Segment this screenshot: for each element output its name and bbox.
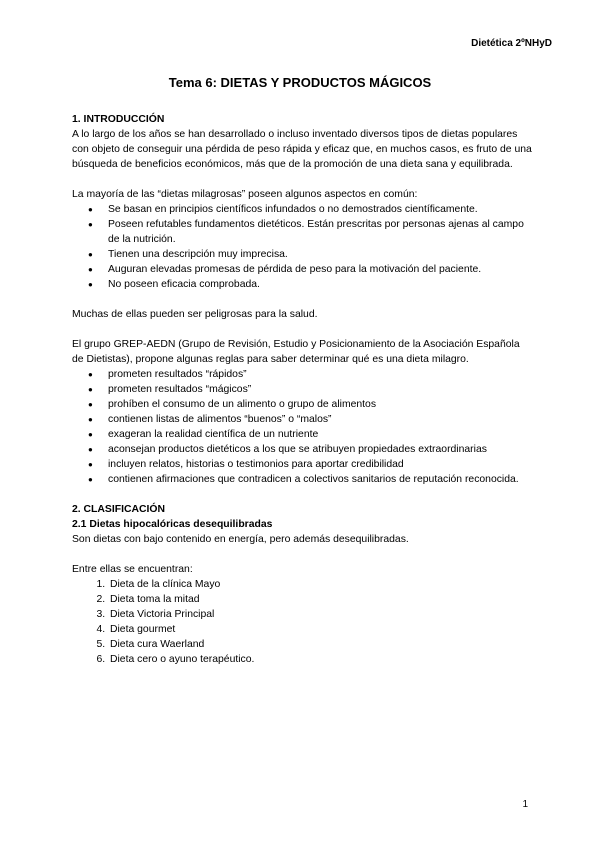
common-aspects-intro: La mayoría de las “dietas milagrosas” poseen algunos aspectos en común:	[72, 189, 418, 200]
list-item: 2. Dieta toma la mitad	[108, 592, 532, 607]
list-item: ● exageran la realidad científica de un nutriente	[108, 427, 532, 442]
list-item: 5. Dieta cura Waerland	[108, 637, 532, 652]
list-item: ● Tienen una descripción muy imprecisa.	[108, 247, 532, 262]
diets-intro: Entre ellas se encuentran:	[72, 564, 193, 575]
diets-list	[72, 577, 532, 667]
list-item: ● Se basan en principios científicos infundados o no demostrados científicamente.	[108, 202, 532, 217]
list-item: ● prohíben el consumo de un alimento o grupo de alimentos	[108, 397, 532, 412]
classification-subheading: 2.1 Dietas hipocalóricas desequilibradas	[72, 519, 273, 530]
page-title: Tema 6: DIETAS Y PRODUCTOS MÁGICOS	[168, 75, 432, 90]
list-item: ● No poseen eficacia comprobada.	[108, 277, 532, 292]
common-aspects-list	[72, 202, 532, 292]
danger-paragraph: Muchas de ellas pueden ser peligrosas para la salud.	[72, 309, 318, 320]
classification-heading: 2. CLASIFICACIÓN	[72, 504, 165, 515]
grep-aedn-paragraph: El grupo GREP-AEDN (Grupo de Revisión, Estudio y Posicionamiento de la Asociación Española de Dietistas), propone algunas reglas para saber determinar qué es una dieta milagro.	[72, 339, 520, 365]
page-number: 1	[522, 799, 528, 810]
list-item: 6. Dieta cero o ayuno terapéutico.	[108, 652, 532, 667]
list-item: ● prometen resultados “mágicos”	[108, 382, 532, 397]
classification-paragraph: Son dietas con bajo contenido en energía, pero además desequilibradas.	[72, 534, 409, 545]
list-item: 3. Dieta Victoria Principal	[108, 607, 532, 622]
list-item: ● incluyen relatos, historias o testimonios para aportar credibilidad	[108, 457, 532, 472]
course-header: Dietética 2ºNHyD	[471, 38, 552, 49]
list-item: ● contienen afirmaciones que contradicen a colectivos sanitarios de reputación reconocida.	[108, 472, 532, 487]
list-item: ● contienen listas de alimentos “buenos” o “malos”	[108, 412, 532, 427]
list-item: ● Poseen refutables fundamentos dietéticos. Están prescritas por personas ajenas al campo de la nutrición.	[108, 217, 532, 247]
list-item: ● Auguran elevadas promesas de pérdida de peso para la motivación del paciente.	[108, 262, 532, 277]
document-body	[72, 112, 532, 667]
list-item: ● prometen resultados “rápidos”	[108, 367, 532, 382]
list-item: 4. Dieta gourmet	[108, 622, 532, 637]
list-item: ● aconsejan productos dietéticos a los que se atribuyen propiedades extraordinarias	[108, 442, 532, 457]
intro-heading: 1. INTRODUCCIÓN	[72, 114, 165, 125]
rules-list	[72, 367, 532, 487]
list-item: 1. Dieta de la clínica Mayo	[108, 577, 532, 592]
intro-paragraph: A lo largo de los años se han desarrollado o incluso inventado diversos tipos de dietas populares con objeto de conseguir una pérdida de peso rápida y eficaz que, en muchos casos, es fruto de una búsqueda de beneficios económicos, más que de la promoción de una dieta sana y equilibrada.	[72, 129, 532, 170]
